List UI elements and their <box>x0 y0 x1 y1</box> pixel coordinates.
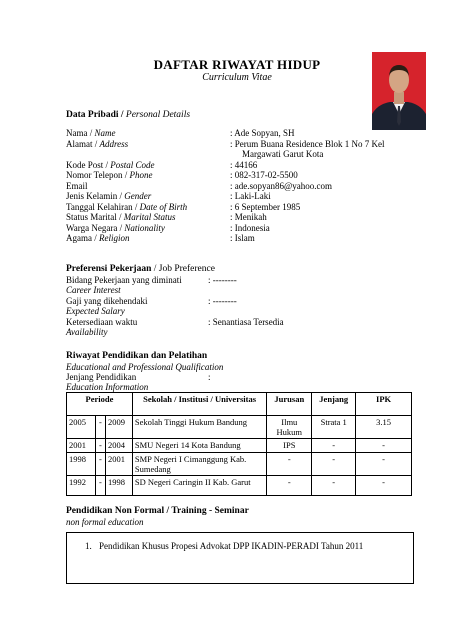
label-en: Postal Code <box>110 159 155 170</box>
heading-en: Personal Details <box>125 110 191 120</box>
table-cell-level: - <box>312 439 356 453</box>
column-header: Jurusan <box>267 393 312 416</box>
personal-value: : Laki-Laki <box>230 191 271 201</box>
label-id: Agama / <box>66 233 99 243</box>
job-pref-label: Ketersediaan waktu <box>66 317 138 327</box>
table-cell-school: SD Negeri Caringin II Kab. Garut <box>132 476 266 496</box>
personal-label <box>66 181 88 191</box>
personal-label <box>66 233 130 243</box>
personal-value: : 082-317-02-5500 <box>230 170 298 180</box>
personal-label <box>66 202 187 212</box>
table-cell-to: 2009 <box>105 416 132 439</box>
person-portrait-icon <box>372 52 426 130</box>
job-preference-heading <box>66 264 215 274</box>
table-cell-from: 1998 <box>67 453 96 476</box>
table-cell-to: 2001 <box>105 453 132 476</box>
table-row <box>67 476 412 496</box>
heading-id: Data Pribadi / <box>66 110 126 120</box>
table-row <box>67 439 412 453</box>
nonformal-heading-en: non formal education <box>66 517 144 527</box>
education-table <box>66 392 412 496</box>
table-row <box>67 416 412 439</box>
personal-label <box>66 160 155 170</box>
table-cell-level: Strata 1 <box>312 416 356 439</box>
label-en: Nationality <box>124 222 165 233</box>
table-cell-school: SMU Negeri 14 Kota Bandung <box>132 439 266 453</box>
personal-label <box>66 191 151 201</box>
column-header: Jenjang <box>312 393 356 416</box>
label-id: Email <box>66 180 88 191</box>
label-en: Phone <box>129 170 153 180</box>
personal-value: : 44166 <box>230 159 258 170</box>
page-title: DAFTAR RIWAYAT HIDUP <box>153 57 321 72</box>
education-heading-en: Educational and Professional Qualification <box>66 362 224 372</box>
personal-value: : ade.sopyan86@yahoo.com <box>230 180 333 191</box>
label-id: Warga Negara / <box>66 222 125 233</box>
table-cell-level: - <box>312 476 356 496</box>
job-pref-label: Gaji yang dikehendaki <box>66 296 148 306</box>
label-en: Gender <box>124 191 152 201</box>
personal-value: : Perum Buana Residence Blok 1 No 7 Kel <box>230 138 385 149</box>
column-header: Sekolah / Institusi / Universitas <box>132 393 266 416</box>
table-cell-from: 1992 <box>67 476 96 496</box>
personal-value: : Ade Sopyan, SH <box>230 128 295 138</box>
table-cell-major: Ilmu Hukum <box>267 416 312 439</box>
personal-value: : Indonesia <box>230 222 270 233</box>
table-cell-dash: - <box>95 416 105 439</box>
page-subtitle: Curriculum Vitae <box>202 72 272 83</box>
table-cell-level: - <box>312 453 356 476</box>
nonformal-heading: Pendidikan Non Formal / Training - Seminar <box>66 506 249 516</box>
job-pref-value: : Senantiasa Tersedia <box>208 317 284 327</box>
label-id: Kode Post / <box>66 159 111 170</box>
personal-label <box>66 212 176 222</box>
heading-id: Preferensi Pekerjaan <box>66 264 152 274</box>
personal-details-heading <box>66 110 190 120</box>
label-en: Name <box>94 128 116 138</box>
table-header-row <box>67 393 412 416</box>
personal-value: : Menikah <box>230 212 267 222</box>
table-cell-dash: - <box>95 439 105 453</box>
personal-value: : 6 September 1985 <box>230 201 301 212</box>
label-id: Nomor Telepon / <box>66 170 130 180</box>
table-row <box>67 453 412 476</box>
label-id: Jenis Kelamin / <box>66 191 125 201</box>
profile-photo <box>372 52 426 130</box>
education-level-colon: : <box>208 372 211 382</box>
job-pref-label-en: Career Interest <box>66 285 121 295</box>
education-level-label: Jenjang Pendidikan <box>66 372 137 382</box>
table-cell-from: 2005 <box>67 416 96 439</box>
job-pref-label: Bidang Pekerjaan yang diminati <box>66 275 182 285</box>
table-cell-gpa: - <box>356 439 412 453</box>
label-id: Status Marital / <box>66 212 124 222</box>
table-cell-from: 2001 <box>67 439 96 453</box>
table-cell-gpa: 3.15 <box>356 416 412 439</box>
column-header: IPK <box>356 393 412 416</box>
list-number: 1. <box>85 541 92 551</box>
personal-label <box>66 170 152 180</box>
label-en: Address <box>99 138 129 149</box>
personal-label <box>66 128 116 138</box>
personal-value: : Islam <box>230 233 255 243</box>
label-en: Marital Status <box>123 212 176 222</box>
heading-en: / Job Preference <box>151 264 215 274</box>
table-cell-gpa: - <box>356 476 412 496</box>
table-cell-school: SMP Negeri I Cimanggung Kab. Sumedang <box>132 453 266 476</box>
table-cell-major: - <box>267 476 312 496</box>
table-cell-major: IPS <box>267 439 312 453</box>
label-en: Religion <box>99 233 130 243</box>
table-cell-dash: - <box>95 453 105 476</box>
education-heading: Riwayat Pendidikan dan Pelatihan <box>66 351 208 361</box>
list-item <box>85 541 363 551</box>
personal-label <box>66 139 128 149</box>
nonformal-box <box>66 532 414 584</box>
label-id: Nama / <box>66 128 95 138</box>
education-level-label-en: Education Information <box>66 382 149 392</box>
table-cell-school: Sekolah Tinggi Hukum Bandung <box>132 416 266 439</box>
job-pref-label-en: Availability <box>66 327 108 337</box>
table-cell-gpa: - <box>356 453 412 476</box>
job-pref-value: : -------- <box>208 296 237 306</box>
column-header: Periode <box>67 393 133 416</box>
label-id: Tanggal Kelahiran / <box>66 201 140 212</box>
label-id: Alamat / <box>66 138 100 149</box>
label-en: Date of Birth <box>139 201 188 212</box>
table-cell-to: 2004 <box>105 439 132 453</box>
personal-value: Margawati Garut Kota <box>242 149 324 159</box>
table-cell-to: 1998 <box>105 476 132 496</box>
job-pref-label-en: Expected Salary <box>66 306 125 316</box>
list-item-text: Pendidikan Khusus Propesi Advokat DPP IKADIN-PERADI Tahun 2011 <box>99 541 364 551</box>
job-pref-value: : -------- <box>208 275 237 285</box>
personal-label <box>66 223 165 233</box>
table-cell-major: - <box>267 453 312 476</box>
table-cell-dash: - <box>95 476 105 496</box>
